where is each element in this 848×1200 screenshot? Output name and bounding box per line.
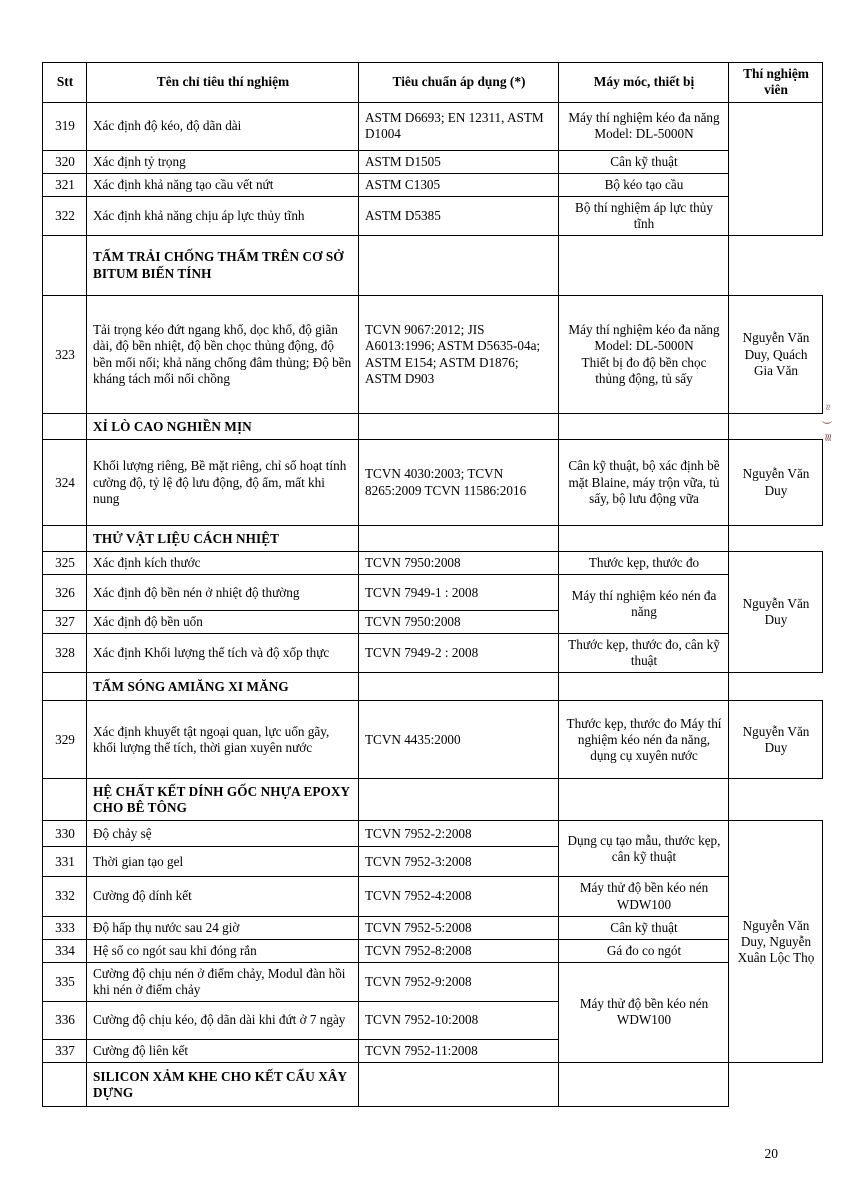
cell-tester: Nguyễn Văn Duy [729,440,823,526]
column-header-equipment: Máy móc, thiết bị [559,63,729,103]
cell-equipment: Dụng cụ tạo mẫu, thước kẹp, cân kỹ thuật [559,821,729,877]
cell-criteria-name: Cường độ dính kết [87,877,359,916]
cell-standard: TCVN 4435:2000 [359,701,559,779]
cell-criteria-name: Xác định khả năng tạo cầu vết nứt [87,173,359,196]
table-row [43,102,823,150]
cell-equipment: Máy thí nghiệm kéo nén đa năng [559,575,729,634]
cell-standard: TCVN 7952-8:2008 [359,939,559,962]
cell-criteria-name: Xác định khuyết tật ngoại quan, lực uốn gãy, khối lượng thể tích, thời gian xuyên nước [87,701,359,779]
cell-criteria-name: Xác định tỷ trọng [87,150,359,173]
cell-equipment: Thước kẹp, thước đo Máy thí nghiệm kéo nén đa năng, dụng cụ xuyên nước [559,701,729,779]
table-row [43,552,823,575]
cell-stt: 331 [43,847,87,877]
cell-criteria-name: Độ chảy sệ [87,821,359,847]
cell-stt [43,779,87,821]
column-header-standard: Tiêu chuẩn áp dụng (*) [359,63,559,103]
cell-equipment: Cân kỹ thuật [559,150,729,173]
cell-standard: TCVN 7952-5:2008 [359,916,559,939]
cell-standard: TCVN 7952-11:2008 [359,1040,559,1063]
cell-tester: Nguyễn Văn Duy [729,552,823,673]
cell-stt [43,1063,87,1107]
cell-stt: 336 [43,1002,87,1040]
table-row [43,440,823,526]
cell-stt: 320 [43,150,87,173]
table-row [43,296,823,414]
section-row [43,236,823,296]
cell-criteria-name: Xác định độ kéo, độ dãn dài [87,102,359,150]
cell-criteria-name: Xác định Khối lượng thể tích và độ xốp thực [87,634,359,673]
cell-equipment [559,414,729,440]
cell-criteria-name: Thời gian tạo gel [87,847,359,877]
cell-criteria-name: Hệ số co ngót sau khi đóng rắn [87,939,359,962]
table-row [43,916,823,939]
cell-stt: 335 [43,962,87,1001]
cell-section-title: TẤM SÓNG AMIĂNG XI MĂNG [87,673,359,701]
cell-standard: ASTM D1505 [359,150,559,173]
cell-tester [729,102,823,235]
cell-stt: 325 [43,552,87,575]
cell-equipment: Thước kẹp, thước đo, cân kỹ thuật [559,634,729,673]
cell-stt: 337 [43,1040,87,1063]
cell-standard [359,1063,559,1107]
cell-tester: Nguyễn Văn Duy, Quách Gia Văn [729,296,823,414]
cell-equipment [559,526,729,552]
cell-equipment: Máy thí nghiệm kéo đa năng Model: DL-5000N Thiết bị đo độ bền chọc thủng động, tủ sấy [559,296,729,414]
table-row [43,575,823,611]
table-row [43,962,823,1001]
cell-standard: TCVN 4030:2003; TCVN 8265:2009 TCVN 11586:2016 [359,440,559,526]
cell-stt [43,526,87,552]
cell-stt: 333 [43,916,87,939]
cell-section-title: SILICON XẢM KHE CHO KẾT CẤU XÂY DỰNG [87,1063,359,1107]
cell-stt: 334 [43,939,87,962]
cell-equipment: Cân kỹ thuật [559,916,729,939]
column-header-tester: Thí nghiệm viên [729,63,823,103]
table-row [43,634,823,673]
cell-criteria-name: Độ hấp thụ nước sau 24 giờ [87,916,359,939]
cell-equipment [559,779,729,821]
table-header-row [43,63,823,103]
cell-equipment [559,236,729,296]
cell-standard: TCVN 7950:2008 [359,552,559,575]
cell-criteria-name: Xác định độ bền uốn [87,611,359,634]
cell-standard: TCVN 7952-2:2008 [359,821,559,847]
cell-criteria-name: Xác định kích thước [87,552,359,575]
cell-stt: 330 [43,821,87,847]
cell-stt: 326 [43,575,87,611]
cell-section-title: TẤM TRẢI CHỐNG THẤM TRÊN CƠ SỞ BITUM BIẾN TÍNH [87,236,359,296]
cell-standard: TCVN 7950:2008 [359,611,559,634]
cell-criteria-name: Xác định khả năng chịu áp lực thủy tĩnh [87,196,359,235]
cell-stt: 319 [43,102,87,150]
column-header-name: Tên chỉ tiêu thí nghiệm [87,63,359,103]
cell-standard: TCVN 7949-1 : 2008 [359,575,559,611]
cell-criteria-name: Khối lượng riêng, Bề mặt riêng, chỉ số hoạt tính cường độ, tỷ lệ độ lưu động, độ ẩm, mất khi nung [87,440,359,526]
cell-equipment: Bộ kéo tạo cầu [559,173,729,196]
section-row [43,779,823,821]
table-row [43,939,823,962]
cell-standard [359,414,559,440]
table-row [43,173,823,196]
cell-stt: 323 [43,296,87,414]
cell-equipment [559,673,729,701]
cell-stt [43,414,87,440]
test-criteria-table [42,62,823,1107]
cell-tester: Nguyễn Văn Duy [729,701,823,779]
cell-standard [359,236,559,296]
cell-stt: 328 [43,634,87,673]
cell-stt [43,236,87,296]
cell-equipment: Máy thử độ bền kéo nén WDW100 [559,962,729,1062]
cell-section-title: HỆ CHẤT KẾT DÍNH GỐC NHỰA EPOXY CHO BÊ TÔNG [87,779,359,821]
table-row [43,877,823,916]
table-row [43,150,823,173]
cell-standard: ASTM C1305 [359,173,559,196]
cell-standard: TCVN 7952-10:2008 [359,1002,559,1040]
cell-equipment [559,1063,729,1107]
cell-standard: TCVN 7952-9:2008 [359,962,559,1001]
cell-standard: TCVN 9067:2012; JIS A6013:1996; ASTM D5635-04a; ASTM E154; ASTM D1876; ASTM D903 [359,296,559,414]
cell-stt: 324 [43,440,87,526]
table-body [43,102,823,1106]
table-row [43,701,823,779]
cell-stt: 332 [43,877,87,916]
cell-standard: TCVN 7949-2 : 2008 [359,634,559,673]
cell-equipment: Máy thí nghiệm kéo đa năng Model: DL-5000N [559,102,729,150]
section-row [43,414,823,440]
cell-criteria-name: Tải trọng kéo đứt ngang khổ, dọc khổ, độ giãn dài, độ bền nhiệt, độ bền chọc thủng động, độ bền mối nối; khả năng chống đâm thủng; Độ bền kháng tách mối nối chồng [87,296,359,414]
cell-stt: 321 [43,173,87,196]
cell-standard [359,779,559,821]
table-row [43,196,823,235]
cell-stt: 329 [43,701,87,779]
cell-section-title: XỈ LÒ CAO NGHIỀN MỊN [87,414,359,440]
cell-section-title: THỬ VẬT LIỆU CÁCH NHIỆT [87,526,359,552]
cell-criteria-name: Cường độ liên kết [87,1040,359,1063]
section-row [43,526,823,552]
cell-equipment: Bộ thí nghiệm áp lực thủy tĩnh [559,196,729,235]
cell-criteria-name: Cường độ chịu kéo, độ dãn dài khi đứt ở 7 ngày [87,1002,359,1040]
cell-equipment: Cân kỹ thuật, bộ xác định bề mặt Blaine, máy trộn vữa, tủ sấy, bộ lưu động vữa [559,440,729,526]
cell-standard: ASTM D5385 [359,196,559,235]
cell-stt [43,673,87,701]
section-row [43,1063,823,1107]
margin-mark-1: ≈ [821,404,834,411]
cell-tester: Nguyễn Văn Duy, Nguyễn Xuân Lộc Thọ [729,821,823,1063]
margin-mark-3: ≋ [821,432,834,442]
cell-standard [359,673,559,701]
column-header-stt: Stt [43,63,87,103]
margin-mark-2: ) [821,420,834,425]
cell-criteria-name: Xác định độ bền nén ở nhiệt độ thường [87,575,359,611]
cell-equipment: Thước kẹp, thước đo [559,552,729,575]
cell-standard: TCVN 7952-3:2008 [359,847,559,877]
cell-standard: ASTM D6693; EN 12311, ASTM D1004 [359,102,559,150]
cell-standard: TCVN 7952-4:2008 [359,877,559,916]
cell-stt: 322 [43,196,87,235]
cell-equipment: Máy thử độ bền kéo nén WDW100 [559,877,729,916]
page-number: 20 [764,1146,778,1161]
section-row [43,673,823,701]
cell-standard [359,526,559,552]
table-row [43,821,823,847]
cell-criteria-name: Cường độ chịu nén ở điểm chảy, Modul đàn hồi khi nén ở điểm chảy [87,962,359,1001]
cell-stt: 327 [43,611,87,634]
table-header [43,63,823,103]
margin-annotation [818,400,836,445]
cell-equipment: Gá đo co ngót [559,939,729,962]
